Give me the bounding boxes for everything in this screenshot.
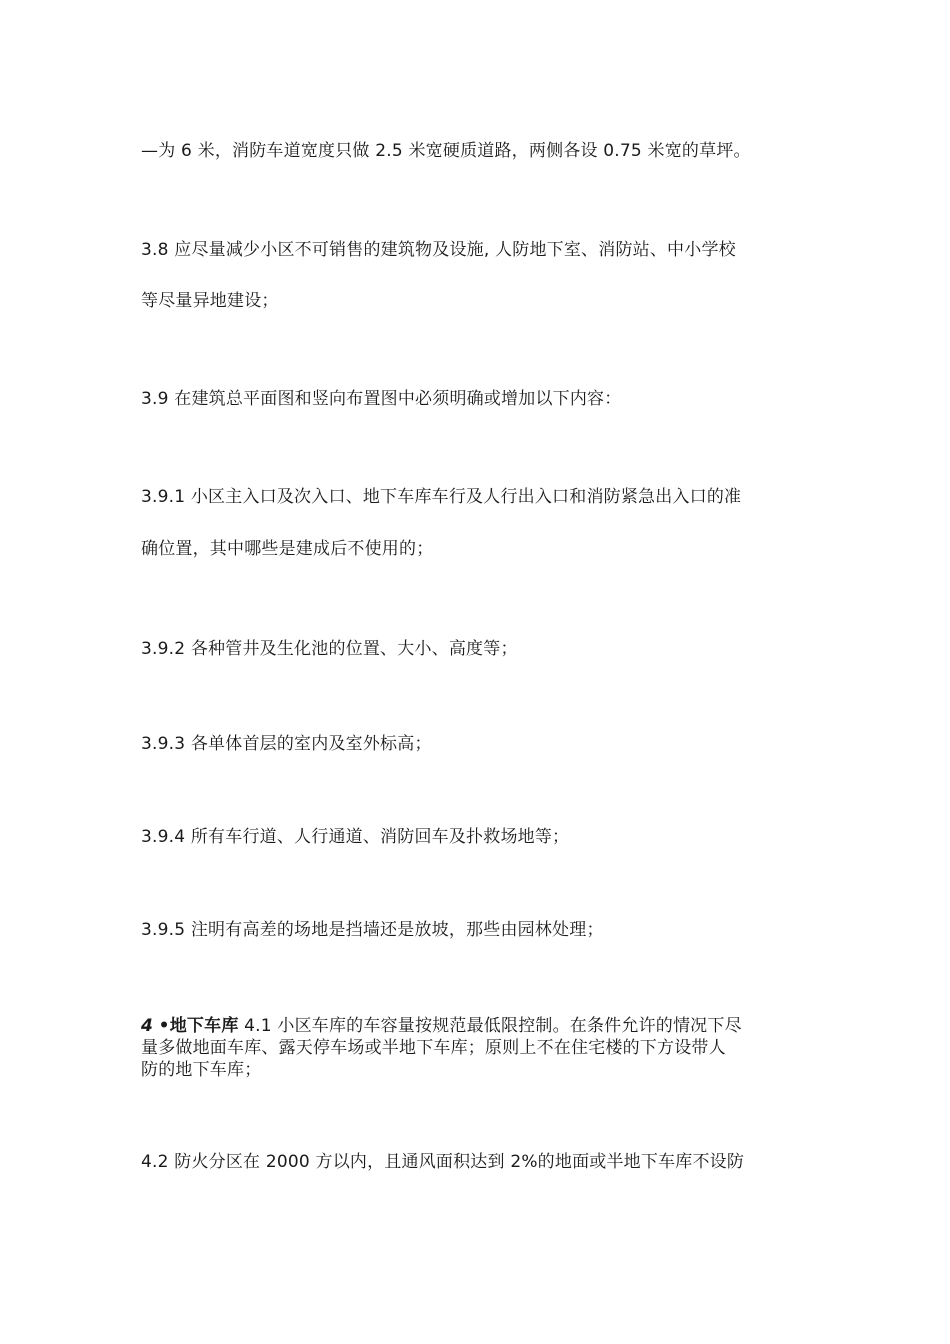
section-4-line-1 bbox=[141, 1015, 811, 1037]
section-bullet: • bbox=[158, 1016, 170, 1036]
section-4-1-text: 4.1 小区车库的车容量按规范最低限控制。在条件允许的情况下尽 bbox=[238, 1016, 742, 1036]
paragraph-3-9: 3.9 在建筑总平面图和竖向布置图中必须明确或增加以下内容： bbox=[141, 389, 622, 409]
paragraph-3-8-line-2: 等尽量异地建设； bbox=[141, 291, 279, 311]
section-number: 4 bbox=[141, 1016, 154, 1036]
paragraph-3-9-5: 3.9.5 注明有高差的场地是挡墙还是放坡，那些由园林处理； bbox=[141, 920, 604, 940]
section-4-parking-garage bbox=[141, 1015, 811, 1081]
paragraph-fire-lane-width: —为 6 米，消防车道宽度只做 2.5 米宽硬质道路，两侧各设 0.75 米宽的草坪。 bbox=[141, 141, 751, 161]
section-4-line-3: 防的地下车库； bbox=[141, 1060, 262, 1080]
section-4-line-2: 量多做地面车库、露天停车场或半地下车库；原则上不在住宅楼的下方设带人 bbox=[141, 1038, 726, 1058]
paragraph-3-9-3: 3.9.3 各单体首层的室内及室外标高； bbox=[141, 734, 432, 754]
paragraph-3-9-1-line-1: 3.9.1 小区主入口及次入口、地下车库车行及人行出入口和消防紧急出入口的准 bbox=[141, 487, 742, 507]
paragraph-3-9-1-line-2: 确位置，其中哪些是建成后不使用的； bbox=[141, 539, 434, 559]
paragraph-3-8-line-1: 3.8 应尽量减少小区不可销售的建筑物及设施, 人防地下室、消防站、中小学校 bbox=[141, 240, 736, 260]
paragraph-3-9-2: 3.9.2 各种管井及生化池的位置、大小、高度等； bbox=[141, 639, 518, 659]
paragraph-4-2: 4.2 防火分区在 2000 方以内，且通风面积达到 2%的地面或半地下车库不设防 bbox=[141, 1152, 745, 1172]
section-title: 地下车库 bbox=[169, 1016, 239, 1036]
paragraph-3-9-4: 3.9.4 所有车行道、人行通道、消防回车及扑救场地等； bbox=[141, 827, 570, 847]
